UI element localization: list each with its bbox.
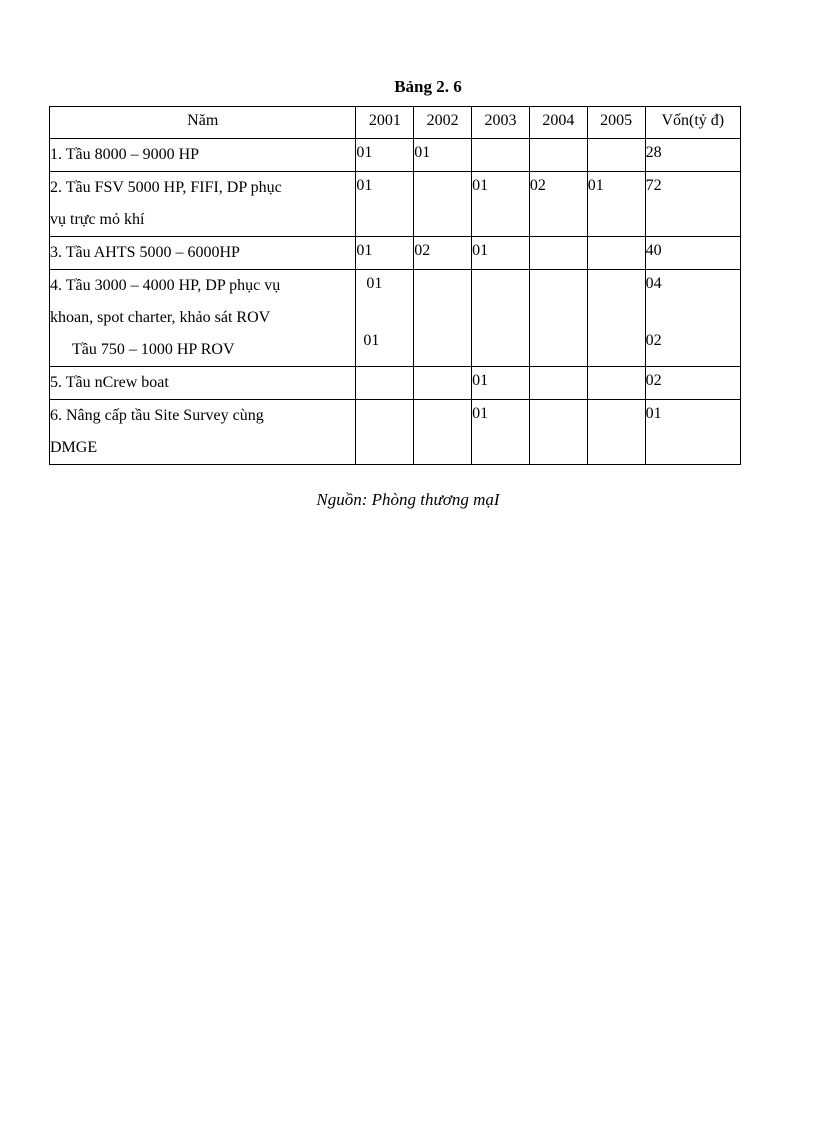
table-row <box>50 367 741 400</box>
row-label-line: 1. Tầu 8000 – 9000 HP <box>50 146 200 163</box>
value-cell <box>645 270 740 367</box>
cell-spacer <box>363 298 413 327</box>
cell-value: 02 <box>645 332 662 349</box>
value-cell <box>645 400 740 465</box>
header-cell-capital: Vốn(tỷ đ) <box>645 107 740 139</box>
value-cell <box>587 237 645 270</box>
value-cell <box>472 139 530 172</box>
value-cell <box>414 400 472 465</box>
table-row <box>50 400 741 465</box>
value-cell <box>414 172 472 237</box>
value-cell <box>356 237 414 270</box>
row-label-line: khoan, spot charter, khảo sát ROV <box>50 309 271 326</box>
table-caption: Bảng 2. 6 <box>394 77 462 96</box>
value-cell <box>472 237 530 270</box>
row-label-line: Tầu 750 – 1000 HP ROV <box>72 341 235 358</box>
cell-value: 72 <box>645 177 662 194</box>
cell-spacer <box>646 298 740 327</box>
cell-value: 01 <box>363 332 380 349</box>
header-cell-2004: 2004 <box>529 107 587 139</box>
value-cell <box>472 172 530 237</box>
table-row <box>50 172 741 237</box>
data-table <box>49 106 741 465</box>
cell-value: 02 <box>645 372 662 389</box>
header-cell-2005: 2005 <box>587 107 645 139</box>
cell-value: 40 <box>645 242 662 259</box>
cell-value: 01 <box>472 177 489 194</box>
value-cell <box>587 367 645 400</box>
value-cell <box>472 270 530 367</box>
value-cell <box>472 367 530 400</box>
row-label-line: 4. Tầu 3000 – 4000 HP, DP phục vụ <box>50 277 281 294</box>
value-cell <box>587 270 645 367</box>
table-row <box>50 237 741 270</box>
cell-value: 01 <box>356 144 373 161</box>
value-cell <box>645 139 740 172</box>
value-cell <box>414 367 472 400</box>
cell-value: 01 <box>472 405 489 422</box>
table-row <box>50 139 741 172</box>
value-cell <box>529 270 587 367</box>
cell-value: 01 <box>587 177 604 194</box>
table-header-row <box>50 107 741 139</box>
cell-value: 01 <box>645 405 662 422</box>
source-note: Nguồn: Phòng thương mạI <box>316 490 500 509</box>
row-label-line: vụ trực mỏ khí <box>50 211 145 228</box>
value-cell <box>645 367 740 400</box>
value-cell <box>356 367 414 400</box>
cell-value: 01 <box>472 372 489 389</box>
value-cell <box>414 270 472 367</box>
header-cell-name: Năm <box>50 107 356 139</box>
header-cell-2001: 2001 <box>356 107 414 139</box>
row-label-cell <box>50 172 356 237</box>
row-label-line: 5. Tầu nCrew boat <box>50 374 169 391</box>
cell-value: 02 <box>529 177 546 194</box>
value-cell <box>587 139 645 172</box>
cell-value: 02 <box>414 242 431 259</box>
row-label-cell <box>50 139 356 172</box>
value-cell <box>645 237 740 270</box>
value-cell <box>529 172 587 237</box>
value-cell <box>587 172 645 237</box>
value-cell <box>529 367 587 400</box>
row-label-cell <box>50 237 356 270</box>
row-label-line: 3. Tầu AHTS 5000 – 6000HP <box>50 244 240 261</box>
row-label-cell <box>50 270 356 367</box>
value-cell <box>645 172 740 237</box>
cell-value: 01 <box>414 144 431 161</box>
cell-value: 04 <box>645 275 662 292</box>
value-cell <box>529 237 587 270</box>
row-label-line: DMGE <box>50 439 98 456</box>
cell-value: 01 <box>356 177 373 194</box>
value-cell <box>356 270 414 367</box>
row-label-cell <box>50 400 356 465</box>
table-row <box>50 270 741 367</box>
cell-value: 01 <box>472 242 489 259</box>
value-cell <box>414 237 472 270</box>
value-cell <box>529 400 587 465</box>
header-cell-2002: 2002 <box>414 107 472 139</box>
value-cell <box>529 139 587 172</box>
value-cell <box>356 400 414 465</box>
header-cell-2003: 2003 <box>472 107 530 139</box>
cell-value: 01 <box>356 242 373 259</box>
row-label-cell <box>50 367 356 400</box>
value-cell <box>414 139 472 172</box>
value-cell <box>356 172 414 237</box>
row-label-line: 6. Nâng cấp tầu Site Survey cùng <box>50 407 264 424</box>
value-cell <box>472 400 530 465</box>
row-label-line: 2. Tầu FSV 5000 HP, FIFI, DP phục <box>50 179 282 196</box>
value-cell <box>587 400 645 465</box>
cell-value: 28 <box>645 144 662 161</box>
cell-value: 01 <box>366 275 383 292</box>
value-cell <box>356 139 414 172</box>
